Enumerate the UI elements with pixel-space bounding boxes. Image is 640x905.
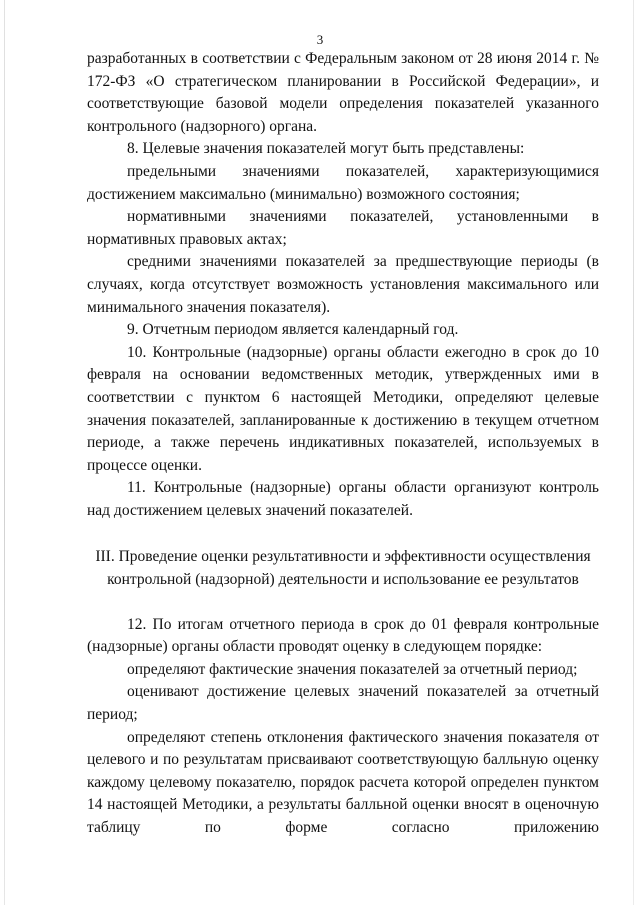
paragraph-12: 12. По итогам отчетного периода в срок до 01 февраля контрольные (надзорные) органы области проводят оценку в следующем порядке: [87, 615, 599, 656]
document-body [87, 48, 599, 840]
paragraph-8: 8. Целевые значения показателей могут быть представлены: [127, 140, 525, 158]
list-item-actual-values: определяют фактические значения показателей за отчетный период; [127, 660, 578, 678]
paragraph-11: 11. Контрольные (надзорные) органы области организуют контроль над достижением целевых значений показателей. [87, 479, 599, 519]
page-number: 3 [316, 32, 324, 47]
list-item-average-values: средними значениями показателей за предшествующие периоды (в случаях, когда отсутствует возможность установления максимального или минимального значения показателя). [87, 253, 599, 316]
paragraph-10: 10. Контрольные (надзорные) органы области ежегодно в срок до 10 февраля на основании ведомственных методик, утвержденных ими в соответствии с пунктом 6 настоящей Методики, определяют целевые значения показателей, запланированные к достижению в текущем отчетном периоде, а также перечень индикативных показателей, используемых в процессе оценки. [87, 343, 599, 474]
section-heading: III. Проведение оценки результативности и эффективности осуществления контрольной (надзорной) деятельности и использование ее результатов [95, 548, 591, 589]
paragraph-continuation: разработанных в соответствии с Федеральным законом от 28 июня 2014 г. № 172-ФЗ «О стратегическом планировании в Российской Федерации», и соответствующие базовой модели определения показателей указанного контрольного (надзорного) органа. [87, 50, 599, 135]
paragraph-9: 9. Отчетным периодом является календарный год. [127, 321, 459, 339]
list-item-normative-values: нормативными значениями показателей, установленными в нормативных правовых актах; [87, 208, 599, 248]
scan-left-edge [4, 0, 5, 905]
list-item-deviation-degree: определяют степень отклонения фактического значения показателя от целевого и по результатам присваивают соответствующую балльную оценку каждому целевому показателю, порядок расчета которой определен пунктом 14 настоящей Методики, а результаты балльной оценки вносят в оценочную таблицу по форме согласно приложению [87, 728, 599, 836]
list-item-limit-values: предельными значениями показателей, характеризующимися достижением максимально (минимально) возможного состояния; [87, 162, 599, 203]
list-item-target-achievement: оценивают достижение целевых значений показателей за отчетный период; [87, 683, 599, 724]
scan-right-edge [633, 0, 634, 905]
